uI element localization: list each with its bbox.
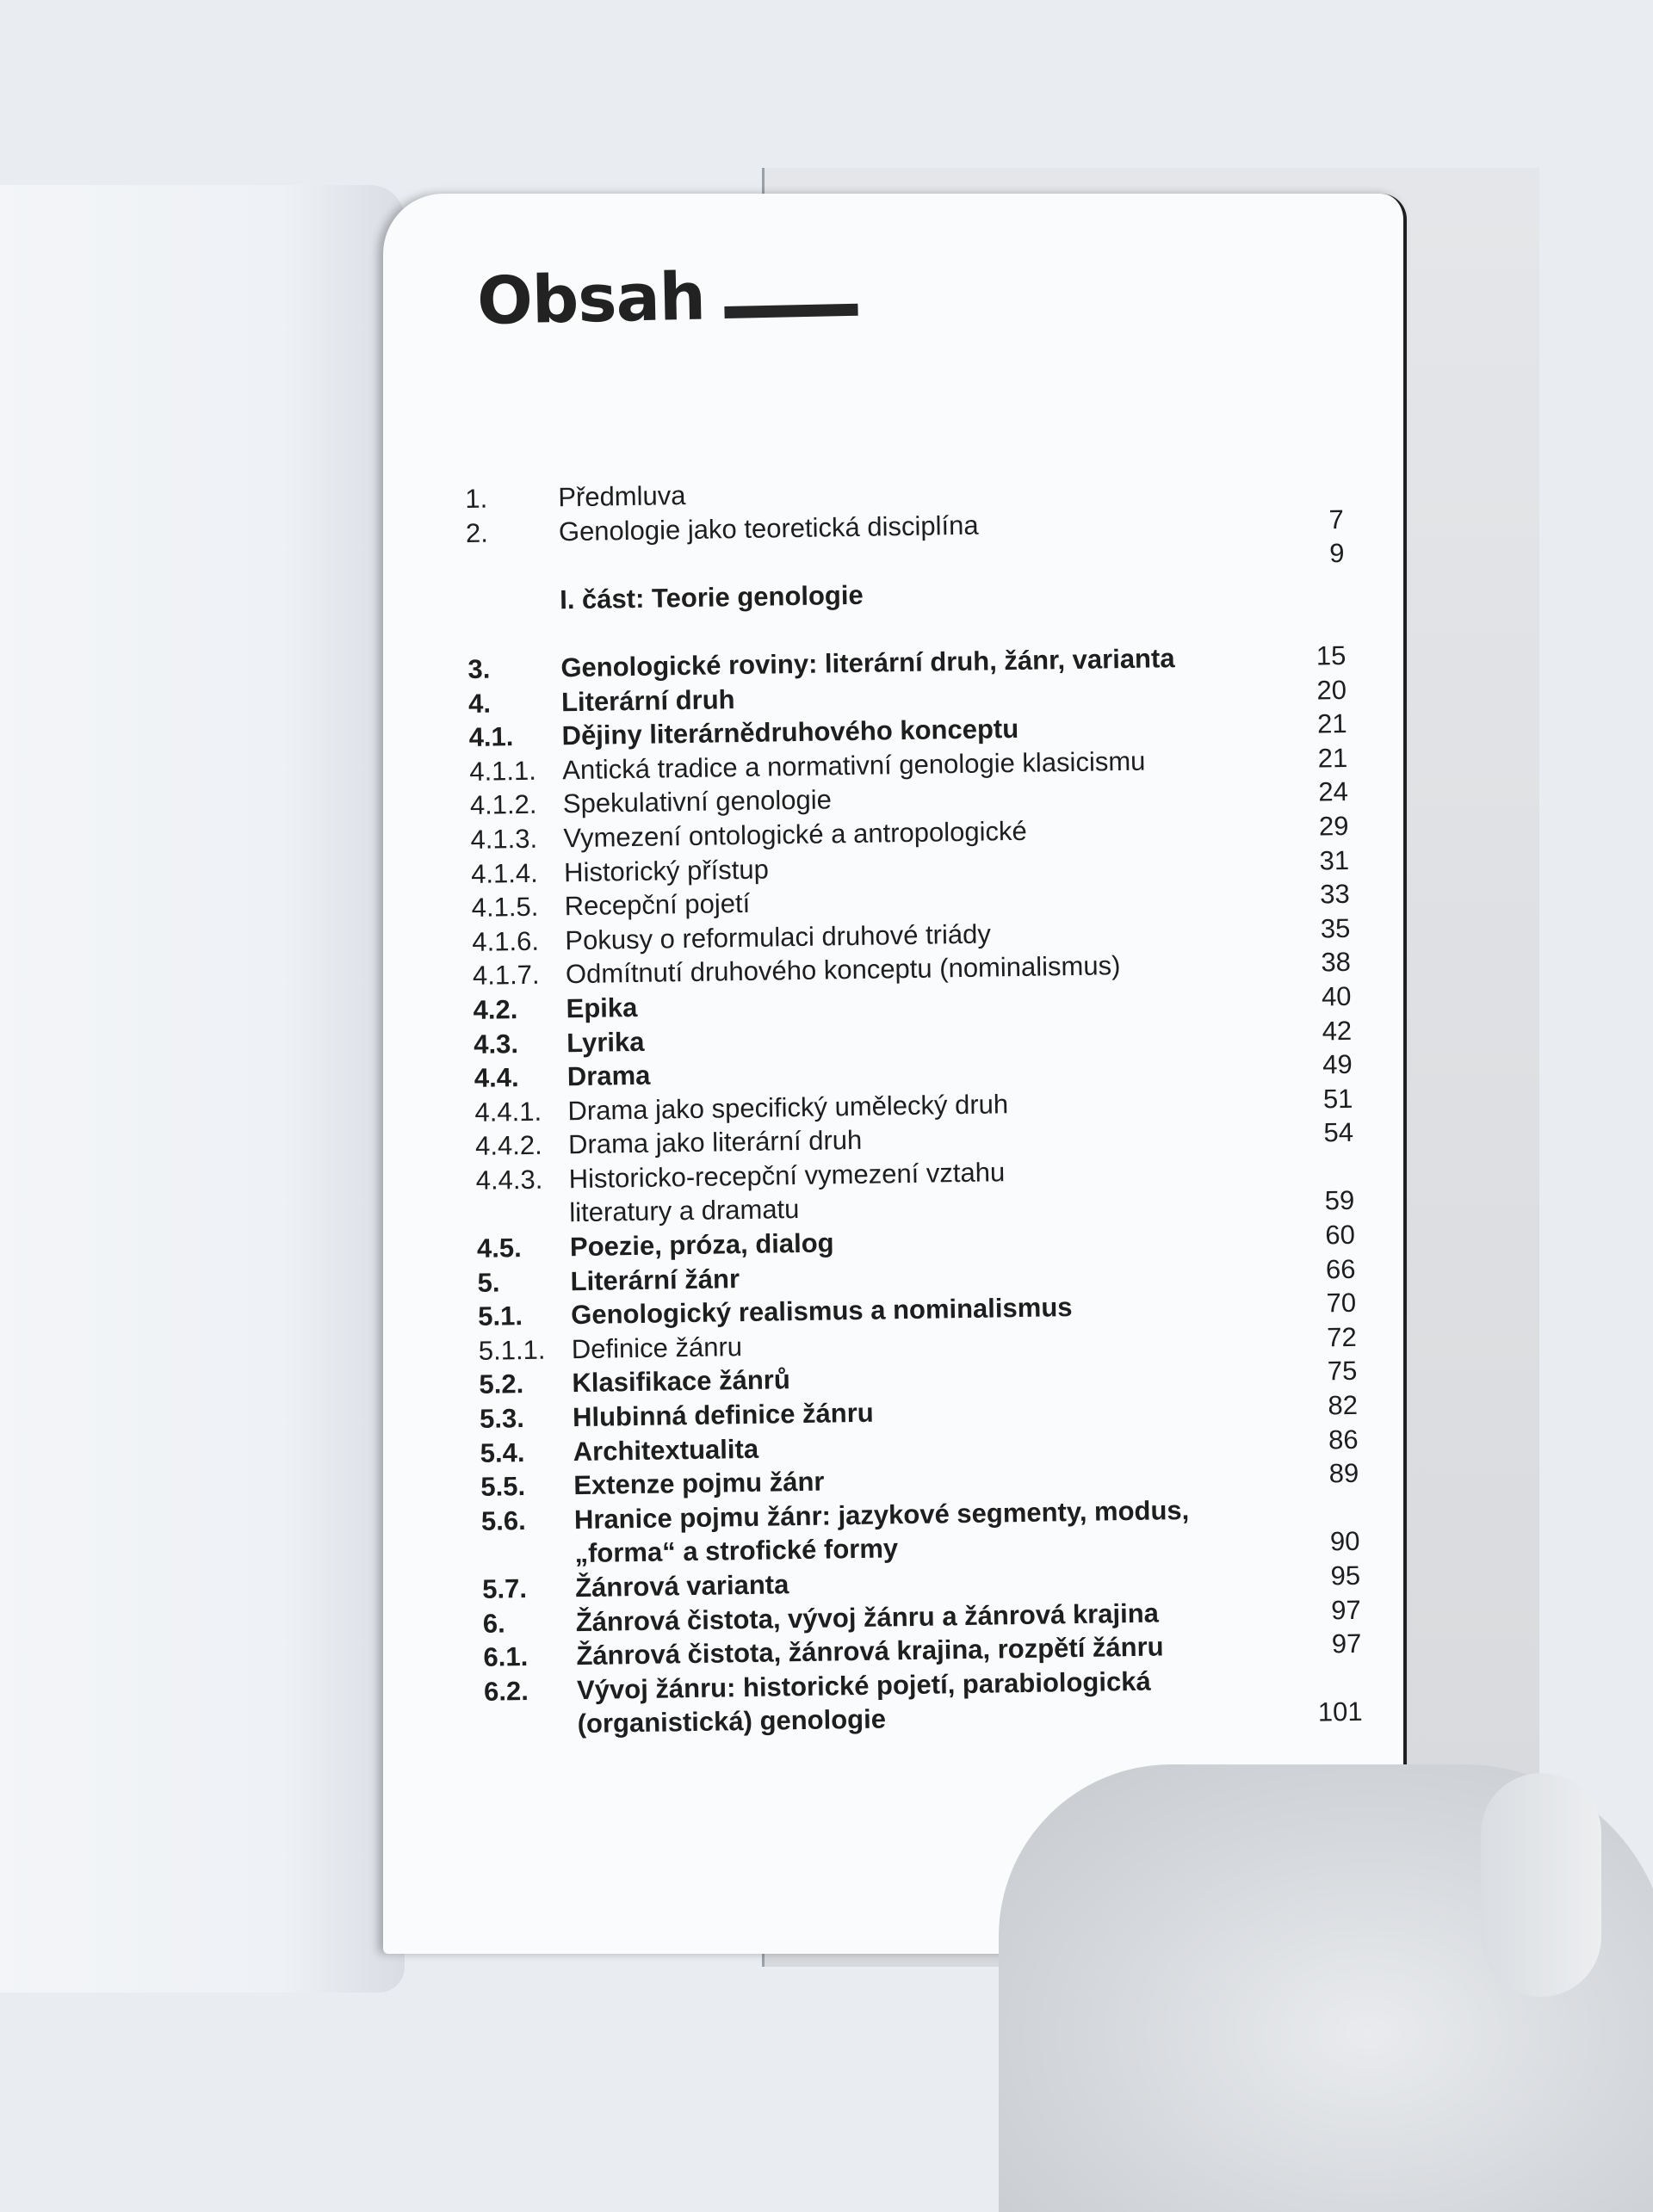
toc-page-number: 89 bbox=[1328, 1458, 1359, 1489]
toc-title: Odmítnutí druhového konceptu (nominalismus) bbox=[565, 950, 1121, 990]
toc-number: 4.1.6. bbox=[472, 925, 540, 957]
toc-page-number: 9 bbox=[1328, 538, 1345, 569]
glove-finger bbox=[1481, 1773, 1601, 1997]
toc-number: 6.1. bbox=[483, 1641, 529, 1673]
toc-title: Předmluva bbox=[558, 479, 686, 513]
toc-page-number: 21 bbox=[1317, 742, 1348, 774]
toc-number: 5.1. bbox=[477, 1301, 523, 1332]
toc-number: 5.1.1. bbox=[478, 1334, 546, 1366]
toc-page-number: 82 bbox=[1328, 1389, 1359, 1421]
toc-page-number: 66 bbox=[1325, 1253, 1356, 1285]
page-heading bbox=[476, 257, 857, 339]
toc-title: Hranice pojmu žánr: jazykové segmenty, modus, bbox=[573, 1494, 1190, 1535]
toc-page-number: 29 bbox=[1318, 810, 1349, 842]
toc-number: 4.5. bbox=[476, 1233, 522, 1264]
toc-page-number bbox=[1291, 1491, 1359, 1492]
toc-page-number: 20 bbox=[1316, 674, 1347, 706]
table-of-contents bbox=[465, 468, 1363, 1743]
toc-title: Lyrika bbox=[566, 1026, 645, 1058]
toc-number: 2. bbox=[465, 517, 489, 548]
toc-page-number: 24 bbox=[1318, 776, 1349, 807]
toc-page-number: 42 bbox=[1322, 1015, 1353, 1046]
toc-number: 4.4.1. bbox=[474, 1096, 542, 1128]
toc-page-number: 90 bbox=[1329, 1526, 1360, 1557]
toc-number: 5.4. bbox=[480, 1437, 525, 1468]
toc-title: Extenze pojmu žánr bbox=[573, 1466, 825, 1501]
toc-number: 4.2. bbox=[473, 994, 518, 1025]
toc-title: I. část: Teorie genologie bbox=[559, 579, 864, 615]
toc-number: 5. bbox=[477, 1267, 500, 1298]
toc-number: 4.1.3. bbox=[470, 823, 538, 855]
toc-number: 5.7. bbox=[481, 1573, 528, 1604]
toc-number: 4. bbox=[467, 688, 492, 719]
toc-page-number: 75 bbox=[1327, 1356, 1358, 1387]
toc-page-number bbox=[1274, 468, 1343, 469]
toc-number: 5.5. bbox=[480, 1471, 526, 1503]
toc-title: Literární druh bbox=[560, 683, 735, 717]
toc-title: Vymezení ontologické a antropologické bbox=[563, 815, 1027, 854]
toc-title: Hlubinná definice žánru bbox=[572, 1397, 874, 1433]
toc-page-number bbox=[1285, 1150, 1353, 1151]
toc-title: Drama jako specifický umělecký druh bbox=[567, 1088, 1009, 1126]
toc-number: 4.4.2. bbox=[474, 1129, 542, 1162]
toc-title: „forma“ a strofické formy bbox=[574, 1533, 899, 1569]
toc-number: 1. bbox=[465, 483, 488, 514]
toc-title: Klasifikace žánrů bbox=[572, 1364, 791, 1399]
toc-page-number: 40 bbox=[1321, 980, 1352, 1012]
toc-page-number: 97 bbox=[1330, 1594, 1361, 1625]
toc-title: Žánrová varianta bbox=[574, 1569, 789, 1603]
toc-number: 4.1.2. bbox=[469, 789, 537, 821]
toc-title: Vývoj žánru: historické pojetí, parabiologická bbox=[576, 1665, 1151, 1705]
toc-number: 5.3. bbox=[479, 1403, 525, 1434]
toc-title: Drama bbox=[566, 1060, 651, 1092]
toc-page-number: 97 bbox=[1331, 1628, 1362, 1659]
toc-page-number: 70 bbox=[1326, 1288, 1357, 1319]
toc-title: Žánrová čistota, vývoj žánru a žánrová krajina bbox=[575, 1597, 1160, 1637]
toc-page-number bbox=[1293, 1661, 1362, 1662]
toc-number: 5.6. bbox=[480, 1505, 526, 1536]
toc-page-number: 15 bbox=[1316, 640, 1347, 671]
toc-title: Spekulativní genologie bbox=[562, 784, 833, 819]
toc-number: 4.1.7. bbox=[472, 960, 540, 992]
toc-title: Dějiny literárnědruhového konceptu bbox=[561, 714, 1019, 751]
toc-number: 4.4. bbox=[474, 1062, 519, 1094]
toc-number: 6.2. bbox=[483, 1675, 529, 1707]
toc-number: 6. bbox=[482, 1608, 505, 1639]
toc-page-number: 33 bbox=[1319, 879, 1350, 910]
toc-page-number: 72 bbox=[1326, 1321, 1358, 1353]
toc-title: Genologický realismus a nominalismus bbox=[570, 1292, 1073, 1331]
page-heading-text: Obsah bbox=[476, 257, 706, 339]
toc-title: Architextualita bbox=[573, 1433, 759, 1467]
heading-rule bbox=[724, 304, 857, 318]
toc-title: Pokusy o reformulaci druhové triády bbox=[565, 918, 992, 955]
toc-page-number: 60 bbox=[1325, 1219, 1356, 1251]
toc-page-number: 38 bbox=[1321, 947, 1352, 978]
toc-title: Genologie jako teoretická disciplína bbox=[558, 510, 979, 547]
toc-title: Epika bbox=[566, 992, 638, 1024]
toc-title: (organistická) genologie bbox=[577, 1703, 887, 1739]
toc-number: 4.1. bbox=[468, 721, 514, 753]
toc-title: Antická tradice a normativní genologie klasicismu bbox=[561, 745, 1146, 786]
toc-page-number bbox=[1276, 604, 1345, 605]
toc-title: Žánrová čistota, žánrová krajina, rozpětí žánru bbox=[576, 1631, 1164, 1671]
toc-title: Recepční pojetí bbox=[564, 887, 751, 922]
toc-page-number: 49 bbox=[1322, 1048, 1353, 1080]
toc-page-number: 31 bbox=[1319, 844, 1350, 875]
toc-title: Definice žánru bbox=[571, 1331, 743, 1365]
toc-number: 4.3. bbox=[473, 1028, 519, 1060]
toc-title: Genologické roviny: literární druh, žánr, varianta bbox=[560, 643, 1175, 683]
toc-page-number: 59 bbox=[1324, 1185, 1355, 1216]
toc-title: Literární žánr bbox=[570, 1263, 740, 1296]
toc-title: Historický přístup bbox=[563, 854, 770, 887]
toc-page-number: 86 bbox=[1328, 1424, 1359, 1455]
toc-page-number: 7 bbox=[1328, 504, 1345, 534]
toc-page-number: 51 bbox=[1322, 1083, 1353, 1115]
toc-title: Poezie, próza, dialog bbox=[569, 1227, 834, 1263]
toc-title: Historicko-recepční vymezení vztahu bbox=[568, 1157, 1006, 1195]
toc-page-number: 35 bbox=[1320, 912, 1351, 944]
toc-page-number: 101 bbox=[1317, 1696, 1363, 1727]
toc-number: 4.4.3. bbox=[475, 1164, 543, 1196]
toc-number: 4.1.5. bbox=[471, 891, 539, 924]
toc-title: literatury a dramatu bbox=[569, 1194, 800, 1228]
toc-page-number: 21 bbox=[1316, 708, 1347, 739]
left-page bbox=[0, 185, 405, 1993]
toc-title: Drama jako literární druh bbox=[567, 1125, 863, 1160]
toc-page-number bbox=[1276, 571, 1345, 572]
toc-number: 5.2. bbox=[479, 1369, 524, 1400]
toc-page-number: 95 bbox=[1330, 1560, 1361, 1591]
toc-number: 4.1.4. bbox=[470, 857, 538, 889]
toc-number: 4.1.1. bbox=[469, 755, 537, 787]
toc-page-number: 54 bbox=[1323, 1117, 1354, 1148]
toc-number: 3. bbox=[467, 653, 491, 684]
